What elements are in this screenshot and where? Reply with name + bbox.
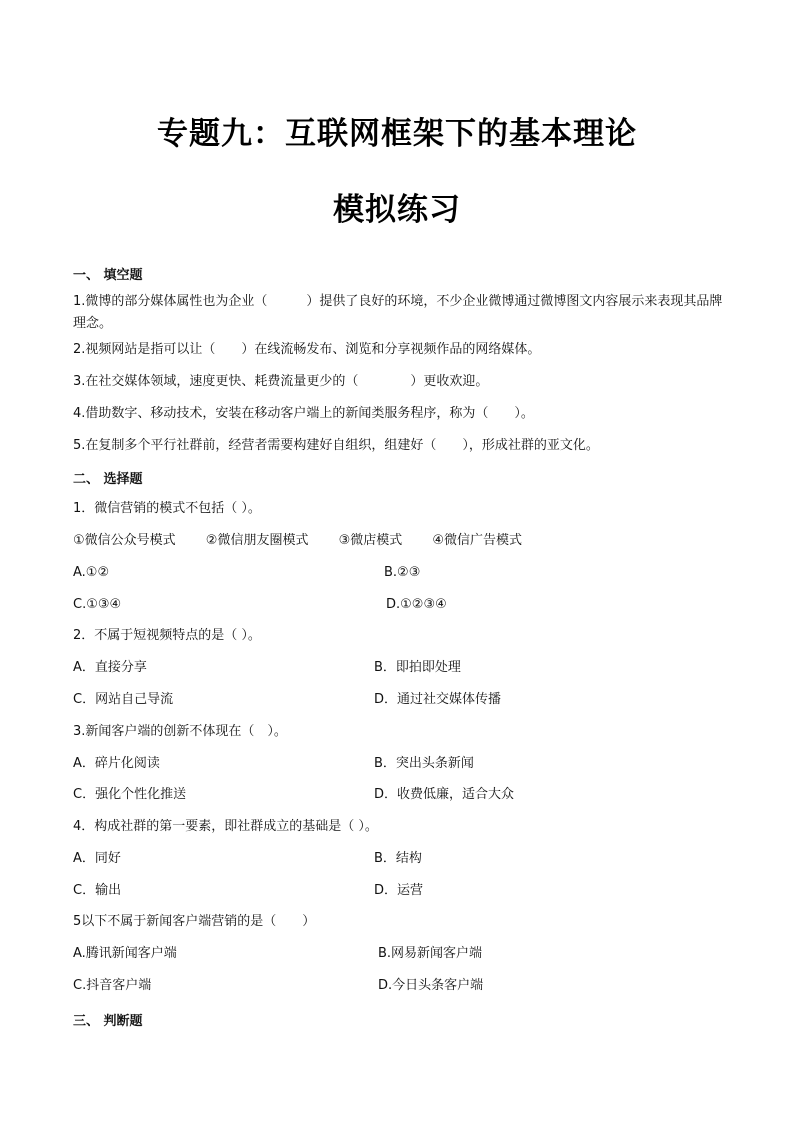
choice-question-3: 3.新闻客户端的创新不体现在（ ）。 [73, 724, 287, 739]
fill-question-5: 5.在复制多个平行社群前，经营者需要构建好自组织，组建好（ ），形成社群的亚文化。 [73, 438, 599, 453]
q3-option-c: C．强化个性化推送 [73, 787, 187, 802]
choice-question-5: 5以下不属于新闻客户端营销的是（ ） [73, 914, 316, 929]
q3-option-b: B．突出头条新闻 [374, 756, 474, 771]
fill-question-1: 1.微博的部分媒体属性也为企业（ ）提供了良好的环境，不少企业微博通过微博图文内容展示来表现其品牌理念。 [73, 294, 723, 331]
q5-option-c: C.抖音客户端 [73, 978, 152, 993]
choice-question-4: 4．构成社群的第一要素，即社群成立的基础是（ ）。 [73, 819, 378, 834]
q1-option-a: A.①② [73, 565, 110, 580]
fill-question-4: 4.借助数字、移动技术，安装在移动客户端上的新闻类服务程序，称为（ ）。 [73, 406, 534, 421]
q5-option-a: A.腾讯新闻客户端 [73, 946, 177, 961]
q1-mode-item: ①微信公众号模式 [73, 533, 176, 548]
section-heading-choice: 二、 选择题 [73, 472, 143, 487]
q1-option-c: C.①③④ [73, 597, 122, 612]
q4-option-c: C．输出 [73, 883, 122, 898]
page-title: 专题九：互联网框架下的基本理论 [157, 116, 637, 152]
fill-question-2: 2.视频网站是指可以让（ ）在线流畅发布、浏览和分享视频作品的网络媒体。 [73, 342, 541, 357]
q4-option-d: D．运营 [374, 883, 424, 898]
q1-option-b: B.②③ [384, 565, 421, 580]
q1-mode-item: ②微信朋友圈模式 [205, 533, 309, 548]
choice-question-2: 2．不属于短视频特点的是（ ）。 [73, 628, 261, 643]
q5-option-b: B.网易新闻客户端 [378, 946, 483, 961]
q2-option-b: B．即拍即处理 [374, 660, 461, 675]
q2-option-d: D．通过社交媒体传播 [374, 692, 502, 707]
choice-question-1: 1．微信营销的模式不包括（ ）。 [73, 501, 261, 516]
q4-option-a: A．同好 [73, 851, 121, 866]
q3-option-a: A．碎片化阅读 [73, 756, 160, 771]
q1-mode-item: ④微信广告模式 [432, 533, 523, 548]
q1-option-d: D.①②③④ [386, 597, 447, 612]
q2-option-a: A．直接分享 [73, 660, 147, 675]
q2-option-c: C．网站自己导流 [73, 692, 174, 707]
q1-mode-list [73, 530, 548, 552]
section-heading-fill: 一、 填空题 [73, 268, 143, 283]
q1-mode-item: ③微店模式 [338, 533, 403, 548]
q5-option-d: D.今日头条客户端 [378, 978, 484, 993]
page-subtitle: 模拟练习 [333, 192, 461, 228]
q4-option-b: B．结构 [374, 851, 422, 866]
section-heading-judge: 三、 判断题 [73, 1014, 143, 1029]
q3-option-d: D．收费低廉，适合大众 [374, 787, 515, 802]
fill-question-3: 3.在社交媒体领域，速度更快、耗费流量更少的（ ）更收欢迎。 [73, 374, 489, 389]
